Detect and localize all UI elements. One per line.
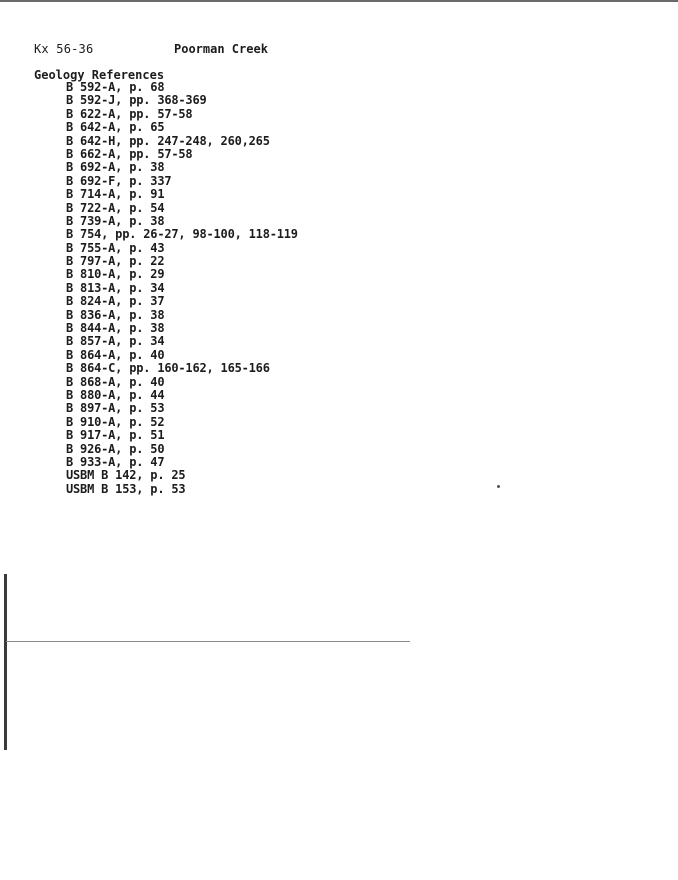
reference-item: USBM B 142, p. 25 bbox=[66, 468, 186, 483]
reference-item: B 910-A, p. 52 bbox=[66, 414, 165, 429]
reference-item: B 810-A, p. 29 bbox=[66, 267, 165, 282]
reference-item: B 917-A, p. 51 bbox=[66, 428, 165, 443]
scan-fold-line bbox=[6, 641, 410, 642]
reference-item: B 797-A, p. 22 bbox=[66, 254, 165, 269]
card-id: Kx 56-36 bbox=[34, 42, 94, 56]
scan-speck bbox=[497, 485, 500, 488]
reference-item: B 592-A, p. 68 bbox=[66, 80, 165, 94]
reference-item: B 754, pp. 26-27, 98-100, 118-119 bbox=[66, 227, 298, 242]
reference-item: B 857-A, p. 34 bbox=[66, 334, 165, 349]
reference-item: B 864-A, p. 40 bbox=[66, 347, 165, 362]
reference-item: B 722-A, p. 54 bbox=[66, 200, 165, 215]
reference-item: B 622-A, pp. 57-58 bbox=[66, 106, 193, 121]
reference-item: B 739-A, p. 38 bbox=[66, 213, 165, 228]
reference-item: B 813-A, p. 34 bbox=[66, 280, 165, 295]
reference-item: B 897-A, p. 53 bbox=[66, 401, 165, 416]
scan-top-edge bbox=[0, 0, 678, 2]
reference-item: B 844-A, p. 38 bbox=[66, 321, 165, 336]
reference-item: B 692-F, p. 337 bbox=[66, 173, 172, 188]
reference-item: B 662-A, pp. 57-58 bbox=[66, 146, 193, 161]
reference-item: USBM B 153, p. 53 bbox=[66, 481, 186, 496]
reference-item: B 933-A, p. 47 bbox=[66, 454, 165, 469]
reference-item: B 836-A, p. 38 bbox=[66, 307, 165, 322]
reference-item: B 592-J, pp. 368-369 bbox=[66, 93, 207, 108]
reference-item: B 880-A, p. 44 bbox=[66, 387, 165, 402]
reference-item: B 642-A, p. 65 bbox=[66, 120, 165, 135]
reference-item: B 824-A, p. 37 bbox=[66, 294, 165, 309]
reference-item: B 714-A, p. 91 bbox=[66, 187, 165, 202]
card-title: Poorman Creek bbox=[174, 42, 268, 56]
section-title: Geology References bbox=[34, 68, 165, 82]
reference-item: B 864-C, pp. 160-162, 165-166 bbox=[66, 361, 270, 376]
reference-list bbox=[66, 81, 298, 496]
reference-item: B 868-A, p. 40 bbox=[66, 374, 165, 389]
reference-item: B 755-A, p. 43 bbox=[66, 240, 165, 255]
scan-left-bar bbox=[4, 574, 7, 750]
reference-item: B 926-A, p. 50 bbox=[66, 441, 165, 456]
reference-item: B 642-H, pp. 247-248, 260,265 bbox=[66, 133, 270, 148]
reference-item: B 692-A, p. 38 bbox=[66, 160, 165, 175]
